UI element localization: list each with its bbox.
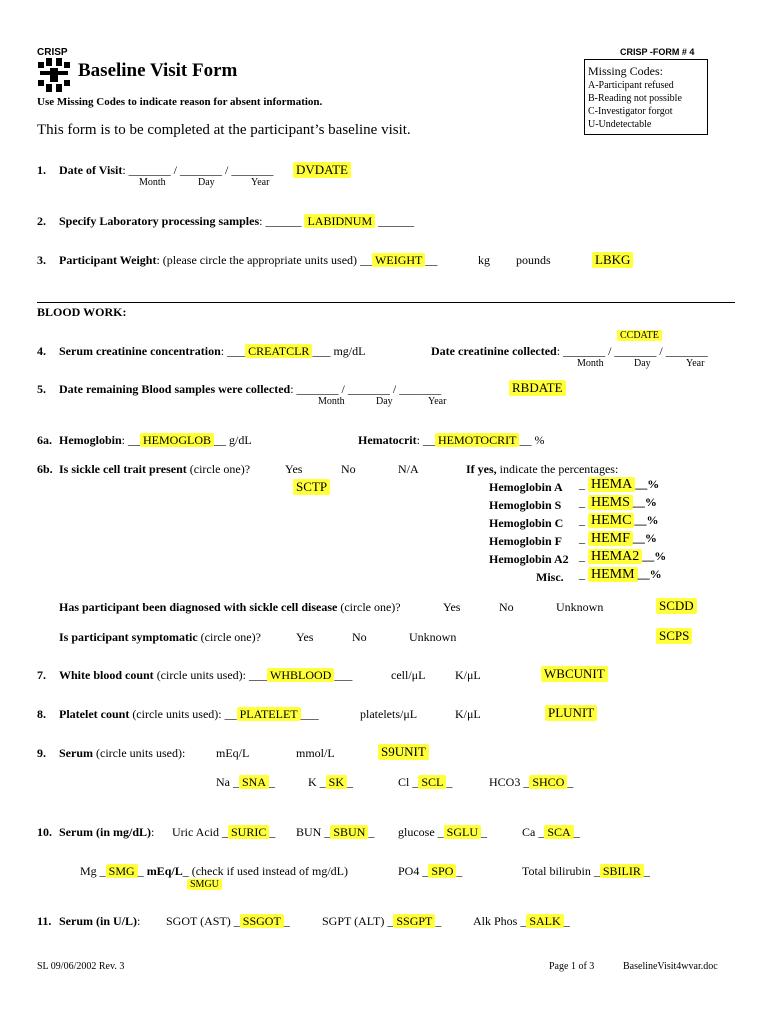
alk-phos-code: SALK [526, 914, 563, 928]
hemoglobin-a-code: HEMA [588, 477, 635, 492]
sodium-label: Na [216, 775, 230, 789]
q6b-ifyes-text: indicate the percentages: [496, 462, 619, 476]
q8-row [59, 707, 319, 722]
missing-codes-instruction: Use Missing Codes to indicate reason for absent information. [37, 96, 323, 108]
q5-month-label: Month [318, 396, 345, 407]
form-id: CRISP -FORM # 4 [620, 47, 695, 57]
q5-code: RBDATE [509, 380, 566, 396]
scps-code: SCPS [656, 628, 692, 644]
sgpt-label: SGPT (ALT) [322, 914, 385, 928]
q10-label: Serum (in mg/dL) [59, 825, 152, 839]
scps-label: Is participant symptomatic [59, 630, 198, 644]
q6a-number: 6a. [37, 433, 52, 447]
missing-code-u: U-Undetectable [588, 119, 652, 130]
uric-acid-field[interactable]: Uric Acid _ SURIC _ [172, 825, 276, 839]
chloride-label: Cl [398, 775, 410, 789]
phosphate-field[interactable]: PO4 _ SPO _ [398, 864, 463, 878]
q10-number: 10. [37, 825, 52, 839]
glucose-code: SGLU [444, 825, 481, 839]
q2-blank-pre[interactable]: : ______ [259, 214, 302, 228]
hemoglobin-c-unit: __% [634, 513, 659, 527]
q6a-code: HEMOGLOB [140, 433, 214, 447]
q9-number: 9. [37, 746, 46, 760]
hematocrit-code: HEMOTOCRIT [435, 433, 519, 447]
calcium-code: SCA [544, 825, 573, 839]
hemoglobin-c-label: Hemoglobin C [489, 516, 564, 530]
hemoglobin-c-code: HEMC [588, 513, 634, 528]
q3-blank-post: __ [425, 253, 438, 267]
q3-instructions[interactable]: : (please circle the appropriate units used) __ [156, 253, 373, 267]
bilirubin-label: Total bilirubin [522, 864, 591, 878]
q6a-row [59, 433, 252, 448]
calcium-label: Ca [522, 825, 536, 839]
hematocrit-blank-pre[interactable]: : __ [416, 433, 435, 447]
hemoglobin-f-code: HEMF [588, 531, 633, 546]
q9-unit-meq[interactable]: mEq/L [216, 746, 250, 760]
q6b-yes[interactable]: Yes [285, 462, 303, 476]
q2-code: LABIDNUM [304, 214, 375, 228]
missing-code-a: A-Participant refused [588, 80, 674, 91]
glucose-field[interactable]: glucose _ SGLU _ [398, 825, 487, 839]
scd-question [59, 600, 401, 615]
q7-unit-cell[interactable]: cell/μL [391, 668, 426, 682]
hemoglobin-a2-unit: __% [642, 549, 667, 563]
potassium-code: SK [326, 775, 347, 789]
hemoglobin-c-field[interactable] [579, 513, 658, 529]
q11-colon: : [137, 914, 141, 928]
q1-year-label: Year [251, 177, 270, 188]
page-title: Baseline Visit Form [78, 60, 238, 81]
q8-unit-k[interactable]: K/μL [455, 707, 481, 721]
q4-row [59, 344, 365, 359]
hemoglobin-f-blank: _ [579, 531, 585, 545]
q4-label: Serum creatinine concentration [59, 344, 221, 358]
magnesium-field[interactable]: Mg _ SMG _ mEq/L_ (check if used instead of mg/dL) [80, 864, 348, 878]
q8-unit-platelets[interactable]: platelets/μL [360, 707, 418, 721]
q10-colon: : [151, 825, 155, 839]
glucose-label: glucose [398, 825, 435, 839]
bun-code: SBUN [330, 825, 368, 839]
hemoglobin-misc-blank: _ [579, 567, 585, 581]
hemoglobin-f-field[interactable] [579, 531, 657, 547]
footer-revision: SL 09/06/2002 Rev. 3 [37, 961, 125, 972]
q7-row [59, 668, 352, 683]
q6b-label: Is sickle cell trait present [59, 462, 187, 476]
chloride-code: SCL [418, 775, 446, 789]
q9-unit-mmol[interactable]: mmol/L [296, 746, 335, 760]
hematocrit-label: Hematocrit [358, 433, 417, 447]
q4-year-label: Year [686, 358, 705, 369]
q7-label: White blood count [59, 668, 154, 682]
hemoglobin-s-label: Hemoglobin S [489, 498, 562, 512]
q8-number: 8. [37, 707, 46, 721]
q8-blank-post: ___ [300, 707, 319, 721]
q11-label: Serum (in U/L) [59, 914, 137, 928]
q7-circle[interactable]: (circle units used): ___ [153, 668, 267, 682]
q3-number: 3. [37, 253, 46, 267]
hemoglobin-a-unit: __% [635, 477, 660, 491]
q1-row [59, 163, 273, 178]
hemoglobin-a2-blank: _ [579, 549, 585, 563]
q3-unit-kg[interactable]: kg [478, 253, 490, 267]
q7-unit-code: WBCUNIT [541, 666, 608, 682]
scps-no[interactable]: No [352, 630, 367, 644]
hemoglobin-f-unit: __% [632, 531, 657, 545]
bicarbonate-field[interactable]: HCO3 _ SHCO _ [489, 775, 574, 789]
crisp-logo-icon [36, 58, 72, 92]
q7-unit-k[interactable]: K/μL [455, 668, 481, 682]
magnesium-meq-label: mEq/L [146, 864, 183, 878]
scd-code: SCDD [656, 598, 697, 614]
potassium-field[interactable]: K _ SK _ [308, 775, 354, 789]
bun-label: BUN [296, 825, 322, 839]
q3-unit-pounds[interactable]: pounds [516, 253, 551, 267]
q4-blank-pre[interactable]: : ___ [220, 344, 246, 358]
missing-codes-box [584, 59, 708, 135]
q5-year-label: Year [428, 396, 447, 407]
hemoglobin-a-label: Hemoglobin A [489, 480, 563, 494]
sodium-field[interactable]: Na _ SNA _ [216, 775, 276, 789]
magnesium-check-note: (check if used instead of mg/dL) [191, 864, 348, 878]
hemoglobin-misc-label: Misc. [536, 570, 564, 584]
bilirubin-field[interactable]: Total bilirubin _ SBILIR _ [522, 864, 650, 878]
magnesium-code: SMG [106, 864, 138, 878]
q2-label: Specify Laboratory processing samples [59, 214, 260, 228]
q2-number: 2. [37, 214, 46, 228]
q5-number: 5. [37, 382, 46, 396]
q9-row [59, 746, 185, 761]
alk-phos-field[interactable]: Alk Phos _ SALK _ [473, 914, 570, 928]
hemoglobin-misc-field[interactable] [579, 567, 662, 583]
q9-circle: (circle units used): [93, 746, 186, 760]
q4-date-row [431, 344, 708, 359]
hemoglobin-a2-code: HEMA2 [588, 549, 642, 564]
crisp-logo-text: CRISP [37, 47, 68, 58]
q11-number: 11. [37, 914, 52, 928]
q4-unit: ___ mg/dL [312, 344, 366, 358]
calcium-field[interactable]: Ca _ SCA _ [522, 825, 580, 839]
q6b-code: SCTP [293, 479, 330, 495]
bicarbonate-code: SHCO [529, 775, 567, 789]
section-divider [37, 302, 735, 303]
footer-filename: BaselineVisit4wvar.doc [623, 961, 718, 972]
q4-date-code: CCDATE [617, 330, 662, 341]
q8-code: PLATELET [237, 707, 301, 721]
sgpt-code: SSGPT [393, 914, 435, 928]
sgpt-field[interactable]: SGPT (ALT) _ SSGPT _ [322, 914, 442, 928]
sgot-field[interactable]: SGOT (AST) _ SSGOT _ [166, 914, 290, 928]
scps-yes[interactable]: Yes [296, 630, 314, 644]
uric-acid-code: SURIC [228, 825, 269, 839]
q7-code: WHBLOOD [267, 668, 334, 682]
scd-label: Has participant been diagnosed with sickle cell disease [59, 600, 338, 614]
q6a-label: Hemoglobin [59, 433, 122, 447]
q6b-number: 6b. [37, 462, 53, 476]
q3-unit-code: LBKG [592, 252, 633, 268]
bicarbonate-label: HCO3 [489, 775, 521, 789]
hemoglobin-misc-unit: __% [637, 567, 662, 581]
potassium-label: K [308, 775, 317, 789]
hemoglobin-misc-code: HEMM [588, 567, 638, 582]
chloride-field[interactable]: Cl _ SCL _ [398, 775, 453, 789]
q2-row [59, 214, 414, 229]
scd-yes[interactable]: Yes [443, 600, 461, 614]
hemoglobin-f-label: Hemoglobin F [489, 534, 563, 548]
q6b-ifyes-bold: If yes, [466, 462, 497, 476]
missing-code-b: B-Reading not possible [588, 93, 682, 104]
q4-date-blanks[interactable]: : _______ / _______ / _______ [556, 344, 708, 358]
hemoglobin-c-blank: _ [579, 513, 585, 527]
sgot-code: SSGOT [240, 914, 284, 928]
q5-date-blanks[interactable]: : _______ / _______ / _______ [290, 382, 442, 396]
q9-unit-code: S9UNIT [378, 744, 429, 760]
q6b-no[interactable]: No [341, 462, 356, 476]
q7-blank-post: ___ [334, 668, 353, 682]
sgot-label: SGOT (AST) [166, 914, 231, 928]
magnesium-label: Mg [80, 864, 97, 878]
uric-acid-label: Uric Acid [172, 825, 219, 839]
q1-month-label: Month [139, 177, 166, 188]
alk-phos-label: Alk Phos [473, 914, 518, 928]
q6b-row [59, 462, 250, 477]
scps-unknown[interactable]: Unknown [409, 630, 457, 644]
q6a-blank-pre[interactable]: : __ [121, 433, 141, 447]
phosphate-code: SPO [428, 864, 456, 878]
q8-unit-code: PLUNIT [545, 705, 597, 721]
scd-circle: (circle one)? [337, 600, 401, 614]
scd-unknown[interactable]: Unknown [556, 600, 604, 614]
missing-codes-title: Missing Codes: [588, 64, 664, 78]
q3-label: Participant Weight [59, 253, 157, 267]
missing-code-c: C-Investigator forgot [588, 106, 673, 117]
hematocrit-unit: __ % [519, 433, 545, 447]
q11-row [59, 914, 140, 929]
hemoglobin-s-field[interactable] [579, 495, 657, 511]
bun-field[interactable]: BUN _ SBUN _ [296, 825, 375, 839]
q4-month-label: Month [577, 358, 604, 369]
bilirubin-code: SBILIR [600, 864, 644, 878]
q6a-unit: __ g/dL [214, 433, 252, 447]
q6b-circle: (circle one)? [186, 462, 251, 476]
q4-code: CREATCLR [245, 344, 312, 358]
q3-code: WEIGHT [372, 253, 425, 267]
q4-day-label: Day [634, 358, 651, 369]
q5-label: Date remaining Blood samples were collected [59, 382, 291, 396]
hematocrit-row [358, 433, 544, 448]
magnesium-unit-code: SMGU [187, 879, 222, 890]
scps-circle: (circle one)? [197, 630, 261, 644]
q5-day-label: Day [376, 396, 393, 407]
hemoglobin-s-code: HEMS [588, 495, 633, 510]
q4-date-label: Date creatinine collected [431, 344, 557, 358]
hemoglobin-a-blank: _ [579, 477, 585, 491]
q1-date-blanks[interactable]: : _______ / _______ / _______ [122, 163, 274, 177]
footer-page-number: Page 1 of 3 [549, 961, 595, 972]
hemoglobin-a-field[interactable] [579, 477, 659, 493]
form-subtitle: This form is to be completed at the participant’s baseline visit. [37, 122, 411, 138]
q1-label: Date of Visit [59, 163, 123, 177]
q1-day-label: Day [198, 177, 215, 188]
hemoglobin-a2-label: Hemoglobin A2 [489, 552, 569, 566]
q3-row [59, 253, 437, 268]
q1-code: DVDATE [293, 162, 351, 178]
q7-number: 7. [37, 668, 46, 682]
scd-no[interactable]: No [499, 600, 514, 614]
hemoglobin-s-unit: __% [632, 495, 657, 509]
q1-number: 1. [37, 163, 46, 177]
q9-label: Serum [59, 746, 93, 760]
sodium-code: SNA [239, 775, 269, 789]
q2-blank-post: ______ [378, 214, 415, 228]
blood-work-heading: BLOOD WORK: [37, 305, 127, 319]
phosphate-label: PO4 [398, 864, 420, 878]
q5-row [59, 382, 441, 397]
q10-row [59, 825, 154, 840]
q6b-ifyes [466, 462, 618, 477]
q4-number: 4. [37, 344, 46, 358]
q8-circle[interactable]: (circle units used): __ [129, 707, 237, 721]
q8-label: Platelet count [59, 707, 130, 721]
hemoglobin-s-blank: _ [579, 495, 585, 509]
scps-question [59, 630, 261, 645]
hemoglobin-a2-field[interactable] [579, 549, 666, 565]
q6b-na[interactable]: N/A [398, 462, 419, 476]
